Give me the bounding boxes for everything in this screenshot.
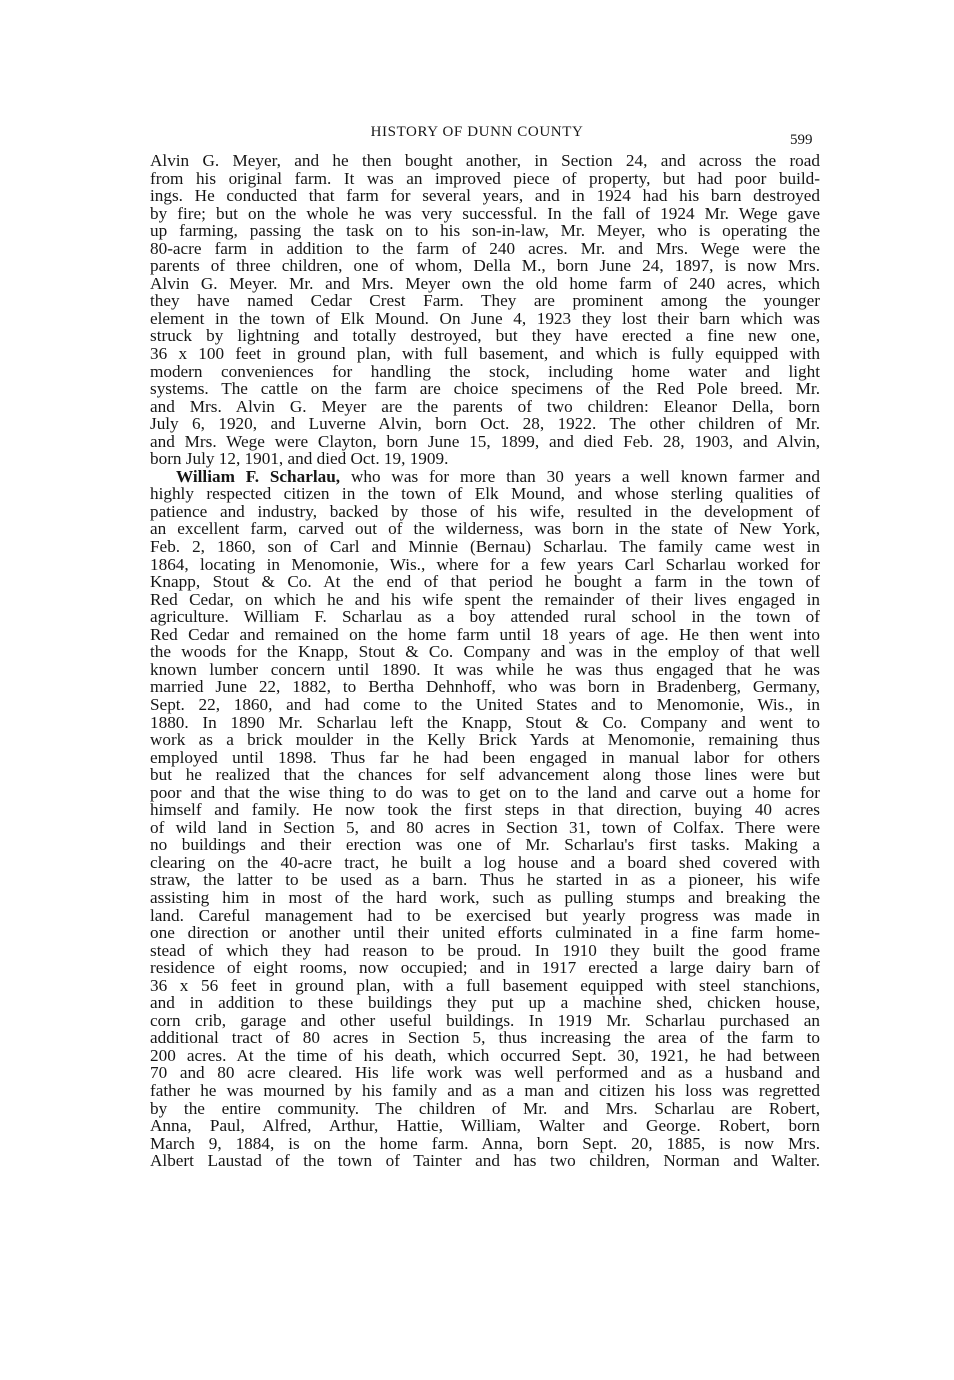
text-line: father he was mourned by his family and as a man and citizen his loss was regretted [150, 1080, 820, 1100]
text-line: an excellent farm, carved out of the wilderness, was born in the state of New York, [150, 519, 820, 539]
text-line: stead of which they had reason to be proud. In 1910 they built the good frame [150, 940, 820, 960]
text-line: Alvin G. Meyer, and he then bought another, in Section 24, and across the road [150, 151, 820, 170]
text-line: corn crib, garage and other useful buildings. In 1919 Mr. Scharlau purchased an [150, 1010, 820, 1030]
text-line: by the entire community. The children of Mr. and Mrs. Scharlau are Robert, [150, 1098, 820, 1118]
paragraph-meyer-wege [150, 152, 820, 468]
text-line: by fire; but on the whole he was very successful. In the fall of 1924 Mr. Wege gave [150, 203, 820, 223]
text-line: residence of eight rooms, now occupied; and in 1917 erected a large dairy barn of [150, 958, 820, 978]
text-line: 36 x 100 feet in ground plan, with full basement, and which is fully equipped with [150, 344, 820, 364]
text-line: from his original farm. It was an improved piece of property, but had poor build- [150, 168, 820, 188]
text-line: but he realized that the chances for self advancement along those lines were but [150, 765, 820, 785]
text-line: 1864, locating in Menomonie, Wis., where for a few years Carl Scharlau worked for [150, 554, 820, 574]
text-line: highly respected citizen in the town of Elk Mound, and whose sterling qualities of [150, 484, 820, 504]
text-line: Albert Laustad of the town of Tainter and has two children, Norman and Walter. [150, 1151, 820, 1171]
text-line: Anna, Paul, Alfred, Arthur, Hattie, William, Walter and George. Robert, born [150, 1116, 820, 1136]
text-line: systems. The cattle on the farm are choice specimens of the Red Pole breed. Mr. [150, 379, 820, 399]
page-number: 599 [790, 132, 813, 148]
text-line: agriculture. William F. Scharlau as a boy attended rural school in the town of [150, 607, 820, 627]
text-line: Sept. 22, 1860, and had come to the United States and to Menomonie, Wis., in [150, 694, 820, 714]
text-line: modern conveniences for handling the stock, including home water and light [150, 361, 820, 381]
text-line: element in the town of Elk Mound. On June 4, 1923 they lost their barn which was [150, 308, 820, 328]
text-line: himself and family. He now took the first steps in that direction, buying 40 acres [150, 800, 820, 820]
text-line: known lumber concern until 1890. It was while he was thus engaged that he was [150, 659, 820, 679]
text-line: and in addition to these buildings they put up a machine shed, chicken house, [150, 993, 820, 1013]
text-line: and Mrs. Alvin G. Meyer are the parents of two children: Eleanor Della, born [150, 396, 820, 416]
text-line: clearing on the 40-acre tract, he built a log house and a board shed covered with [150, 852, 820, 872]
text-line: up farming, passing the task on to his son-in-law, Mr. Meyer, who is operating the [150, 221, 820, 241]
text-line: Red Cedar, on which he and his wife spent the remainder of their lives engaged in [150, 589, 820, 609]
text-line: March 9, 1884, is on the home farm. Anna, born Sept. 20, 1885, is now Mrs. [150, 1133, 820, 1153]
text-line: additional tract of 80 acres in Section 5, thus increasing the area of the farm to [150, 1028, 820, 1048]
text-line: born July 12, 1901, and died Oct. 19, 1909. [150, 449, 449, 469]
text-line: 36 x 56 feet in ground plan, with a full basement equipped with steel stanchions, [150, 975, 820, 995]
running-head: HISTORY OF DUNN COUNTY [370, 124, 584, 140]
text-line: ings. He conducted that farm for several years, and in 1924 had his barn destroyed [150, 186, 820, 206]
text-line: Knapp, Stout & Co. At the end of that period he bought a farm in the town of [150, 572, 820, 592]
text-line: of wild land in Section 5, and 80 acres in Section 31, town of Colfax. There were [150, 817, 820, 837]
text-line: Alvin G. Meyer. Mr. and Mrs. Meyer own the old home farm of 240 acres, which [150, 273, 820, 293]
text-line: Red Cedar and remained on the home farm until 18 years of age. He then went into [150, 624, 820, 644]
text-line: they have named Cedar Crest Farm. They are prominent among the younger [150, 291, 820, 311]
text-line [150, 468, 820, 486]
text-line: straw, the latter to be used as a barn. Thus he started in as a pioneer, his wife [150, 870, 820, 890]
text-line: assisting him in most of the hard work, such as pulling stumps and breaking the [150, 887, 820, 907]
text-line: July 6, 1920, and Luverne Alvin, born Oct. 28, 1922. The other children of Mr. [150, 414, 820, 434]
text-line: 200 acres. At the time of his death, which occurred Sept. 30, 1921, he had between [150, 1045, 820, 1065]
text-line: patience and industry, backed by those of his wife, resulted in the development of [150, 501, 820, 521]
text-line: no buildings and their erection was one of Mr. Scharlau's first tasks. Making a [150, 835, 820, 855]
text-line: married June 22, 1882, to Bertha Dehnhoff, who was born in Bradenberg, Germany, [150, 677, 820, 697]
text-line: struck by lightning and totally destroyed, but they have erected a fine new one, [150, 326, 820, 346]
text-line: 1880. In 1890 Mr. Scharlau left the Knapp, Stout & Co. Company and went to [150, 712, 820, 732]
text-line: 70 and 80 acre cleared. His life work was well performed and as a husband and [150, 1063, 820, 1083]
biography-subject-name: William F. Scharlau, [176, 466, 341, 486]
text-line: poor and that the wise thing to do was to get on to the land and carve out a home for [150, 782, 820, 802]
text-line: work as a brick moulder in the Kelly Brick Yards at Menomonie, remaining thus [150, 730, 820, 750]
text-line-rest: who was for more than 30 years a well known farmer and [340, 466, 820, 486]
text-line: land. Careful management had to be exercised but yearly progress was made in [150, 905, 820, 925]
text-line: one direction or another until their united efforts culminated in a fine farm home- [150, 923, 820, 943]
text-line: and Mrs. Wege were Clayton, born June 15, 1899, and died Feb. 28, 1903, and Alvin, [150, 431, 820, 451]
text-line: employed until 1898. Thus far he had been engaged in manual labor for others [150, 747, 820, 767]
text-line: parents of three children, one of whom, Della M., born June 24, 1897, is now Mrs. [150, 256, 820, 276]
body-text [150, 152, 820, 1170]
paragraph-scharlau [150, 468, 820, 1170]
text-line: Feb. 2, 1860, son of Carl and Minnie (Bernau) Scharlau. The family came west in [150, 537, 820, 557]
text-line: the woods for the Knapp, Stout & Co. Company and was in the employ of that well [150, 642, 820, 662]
text-line: 80-acre farm in addition to the farm of 240 acres. Mr. and Mrs. Wege were the [150, 238, 820, 258]
